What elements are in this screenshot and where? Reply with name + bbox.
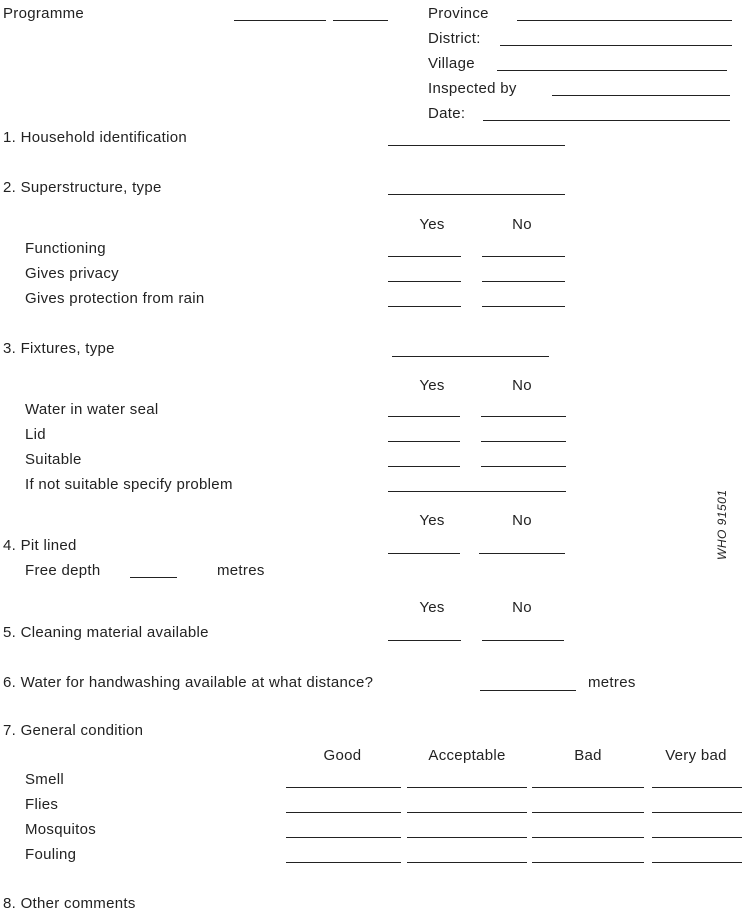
fouling-good-line[interactable] [286, 862, 401, 863]
district-label: District: [428, 30, 481, 47]
mosquitos-very-bad-line[interactable] [652, 837, 742, 838]
household-id-field-line[interactable] [388, 145, 565, 146]
mosquitos-acceptable-line[interactable] [407, 837, 527, 838]
suitable-yes-line[interactable] [388, 466, 460, 467]
yes-column-header: Yes [419, 512, 445, 529]
province-field-line[interactable] [517, 20, 732, 21]
functioning-label: Functioning [25, 240, 106, 257]
lid-yes-line[interactable] [388, 441, 460, 442]
water-seal-yes-line[interactable] [388, 416, 460, 417]
suitable-label: Suitable [25, 451, 82, 468]
mosquitos-bad-line[interactable] [532, 837, 644, 838]
smell-very-bad-line[interactable] [652, 787, 742, 788]
flies-acceptable-line[interactable] [407, 812, 527, 813]
lid-no-line[interactable] [481, 441, 566, 442]
village-label: Village [428, 55, 475, 72]
functioning-yes-line[interactable] [388, 256, 461, 257]
programme-field-line[interactable] [234, 20, 326, 21]
no-column-header: No [512, 377, 532, 394]
handwashing-distance-field-line[interactable] [480, 690, 576, 691]
yes-column-header: Yes [419, 599, 445, 616]
privacy-no-line[interactable] [482, 281, 565, 282]
fixtures-type-field-line[interactable] [392, 356, 549, 357]
section-7-title: 7. General condition [3, 722, 144, 739]
flies-label: Flies [25, 796, 59, 813]
programme-field-line-2[interactable] [333, 20, 388, 21]
programme-label: Programme [3, 5, 85, 22]
section-2-title: 2. Superstructure, type [3, 179, 162, 196]
privacy-yes-line[interactable] [388, 281, 461, 282]
inspected-by-label: Inspected by [428, 80, 517, 97]
cleaning-material-yes-line[interactable] [388, 640, 461, 641]
lid-label: Lid [25, 426, 46, 443]
fouling-label: Fouling [25, 846, 77, 863]
no-column-header: No [512, 512, 532, 529]
no-column-header: No [512, 599, 532, 616]
flies-very-bad-line[interactable] [652, 812, 742, 813]
good-column-header: Good [323, 747, 362, 764]
yes-column-header: Yes [419, 216, 445, 233]
smell-bad-line[interactable] [532, 787, 644, 788]
date-label: Date: [428, 105, 466, 122]
rain-protection-yes-line[interactable] [388, 306, 461, 307]
date-field-line[interactable] [483, 120, 730, 121]
smell-label: Smell [25, 771, 65, 788]
functioning-no-line[interactable] [482, 256, 565, 257]
free-depth-field-line[interactable] [130, 577, 177, 578]
water-seal-label: Water in water seal [25, 401, 159, 418]
free-depth-unit: metres [217, 562, 265, 579]
district-field-line[interactable] [500, 45, 732, 46]
flies-bad-line[interactable] [532, 812, 644, 813]
privacy-label: Gives privacy [25, 265, 119, 282]
fouling-acceptable-line[interactable] [407, 862, 527, 863]
fouling-very-bad-line[interactable] [652, 862, 742, 863]
section-5-title: 5. Cleaning material available [3, 624, 209, 641]
section-3-title: 3. Fixtures, type [3, 340, 115, 357]
water-seal-no-line[interactable] [481, 416, 566, 417]
section-4-title: 4. Pit lined [3, 537, 77, 554]
province-label: Province [428, 5, 489, 22]
mosquitos-label: Mosquitos [25, 821, 97, 838]
suitable-no-line[interactable] [481, 466, 566, 467]
very-bad-column-header: Very bad [665, 747, 727, 764]
handwashing-distance-unit: metres [588, 674, 636, 691]
cleaning-material-no-line[interactable] [482, 640, 564, 641]
rain-protection-no-line[interactable] [482, 306, 565, 307]
section-6-title: 6. Water for handwashing available at what distance? [3, 674, 374, 691]
yes-column-header: Yes [419, 377, 445, 394]
acceptable-column-header: Acceptable [428, 747, 506, 764]
smell-good-line[interactable] [286, 787, 401, 788]
inspected-by-field-line[interactable] [552, 95, 730, 96]
rain-protection-label: Gives protection from rain [25, 290, 205, 307]
pit-lined-yes-line[interactable] [388, 553, 460, 554]
smell-acceptable-line[interactable] [407, 787, 527, 788]
mosquitos-good-line[interactable] [286, 837, 401, 838]
section-8-title: 8. Other comments [3, 895, 136, 912]
flies-good-line[interactable] [286, 812, 401, 813]
no-column-header: No [512, 216, 532, 233]
fouling-bad-line[interactable] [532, 862, 644, 863]
problem-label: If not suitable specify problem [25, 476, 233, 493]
section-1-title: 1. Household identification [3, 129, 188, 146]
pit-lined-no-line[interactable] [479, 553, 565, 554]
superstructure-type-field-line[interactable] [388, 194, 565, 195]
figure-code-label: WHO 91501 [715, 489, 729, 560]
village-field-line[interactable] [497, 70, 727, 71]
bad-column-header: Bad [574, 747, 602, 764]
problem-field-line[interactable] [388, 491, 566, 492]
free-depth-label: Free depth [25, 562, 101, 579]
